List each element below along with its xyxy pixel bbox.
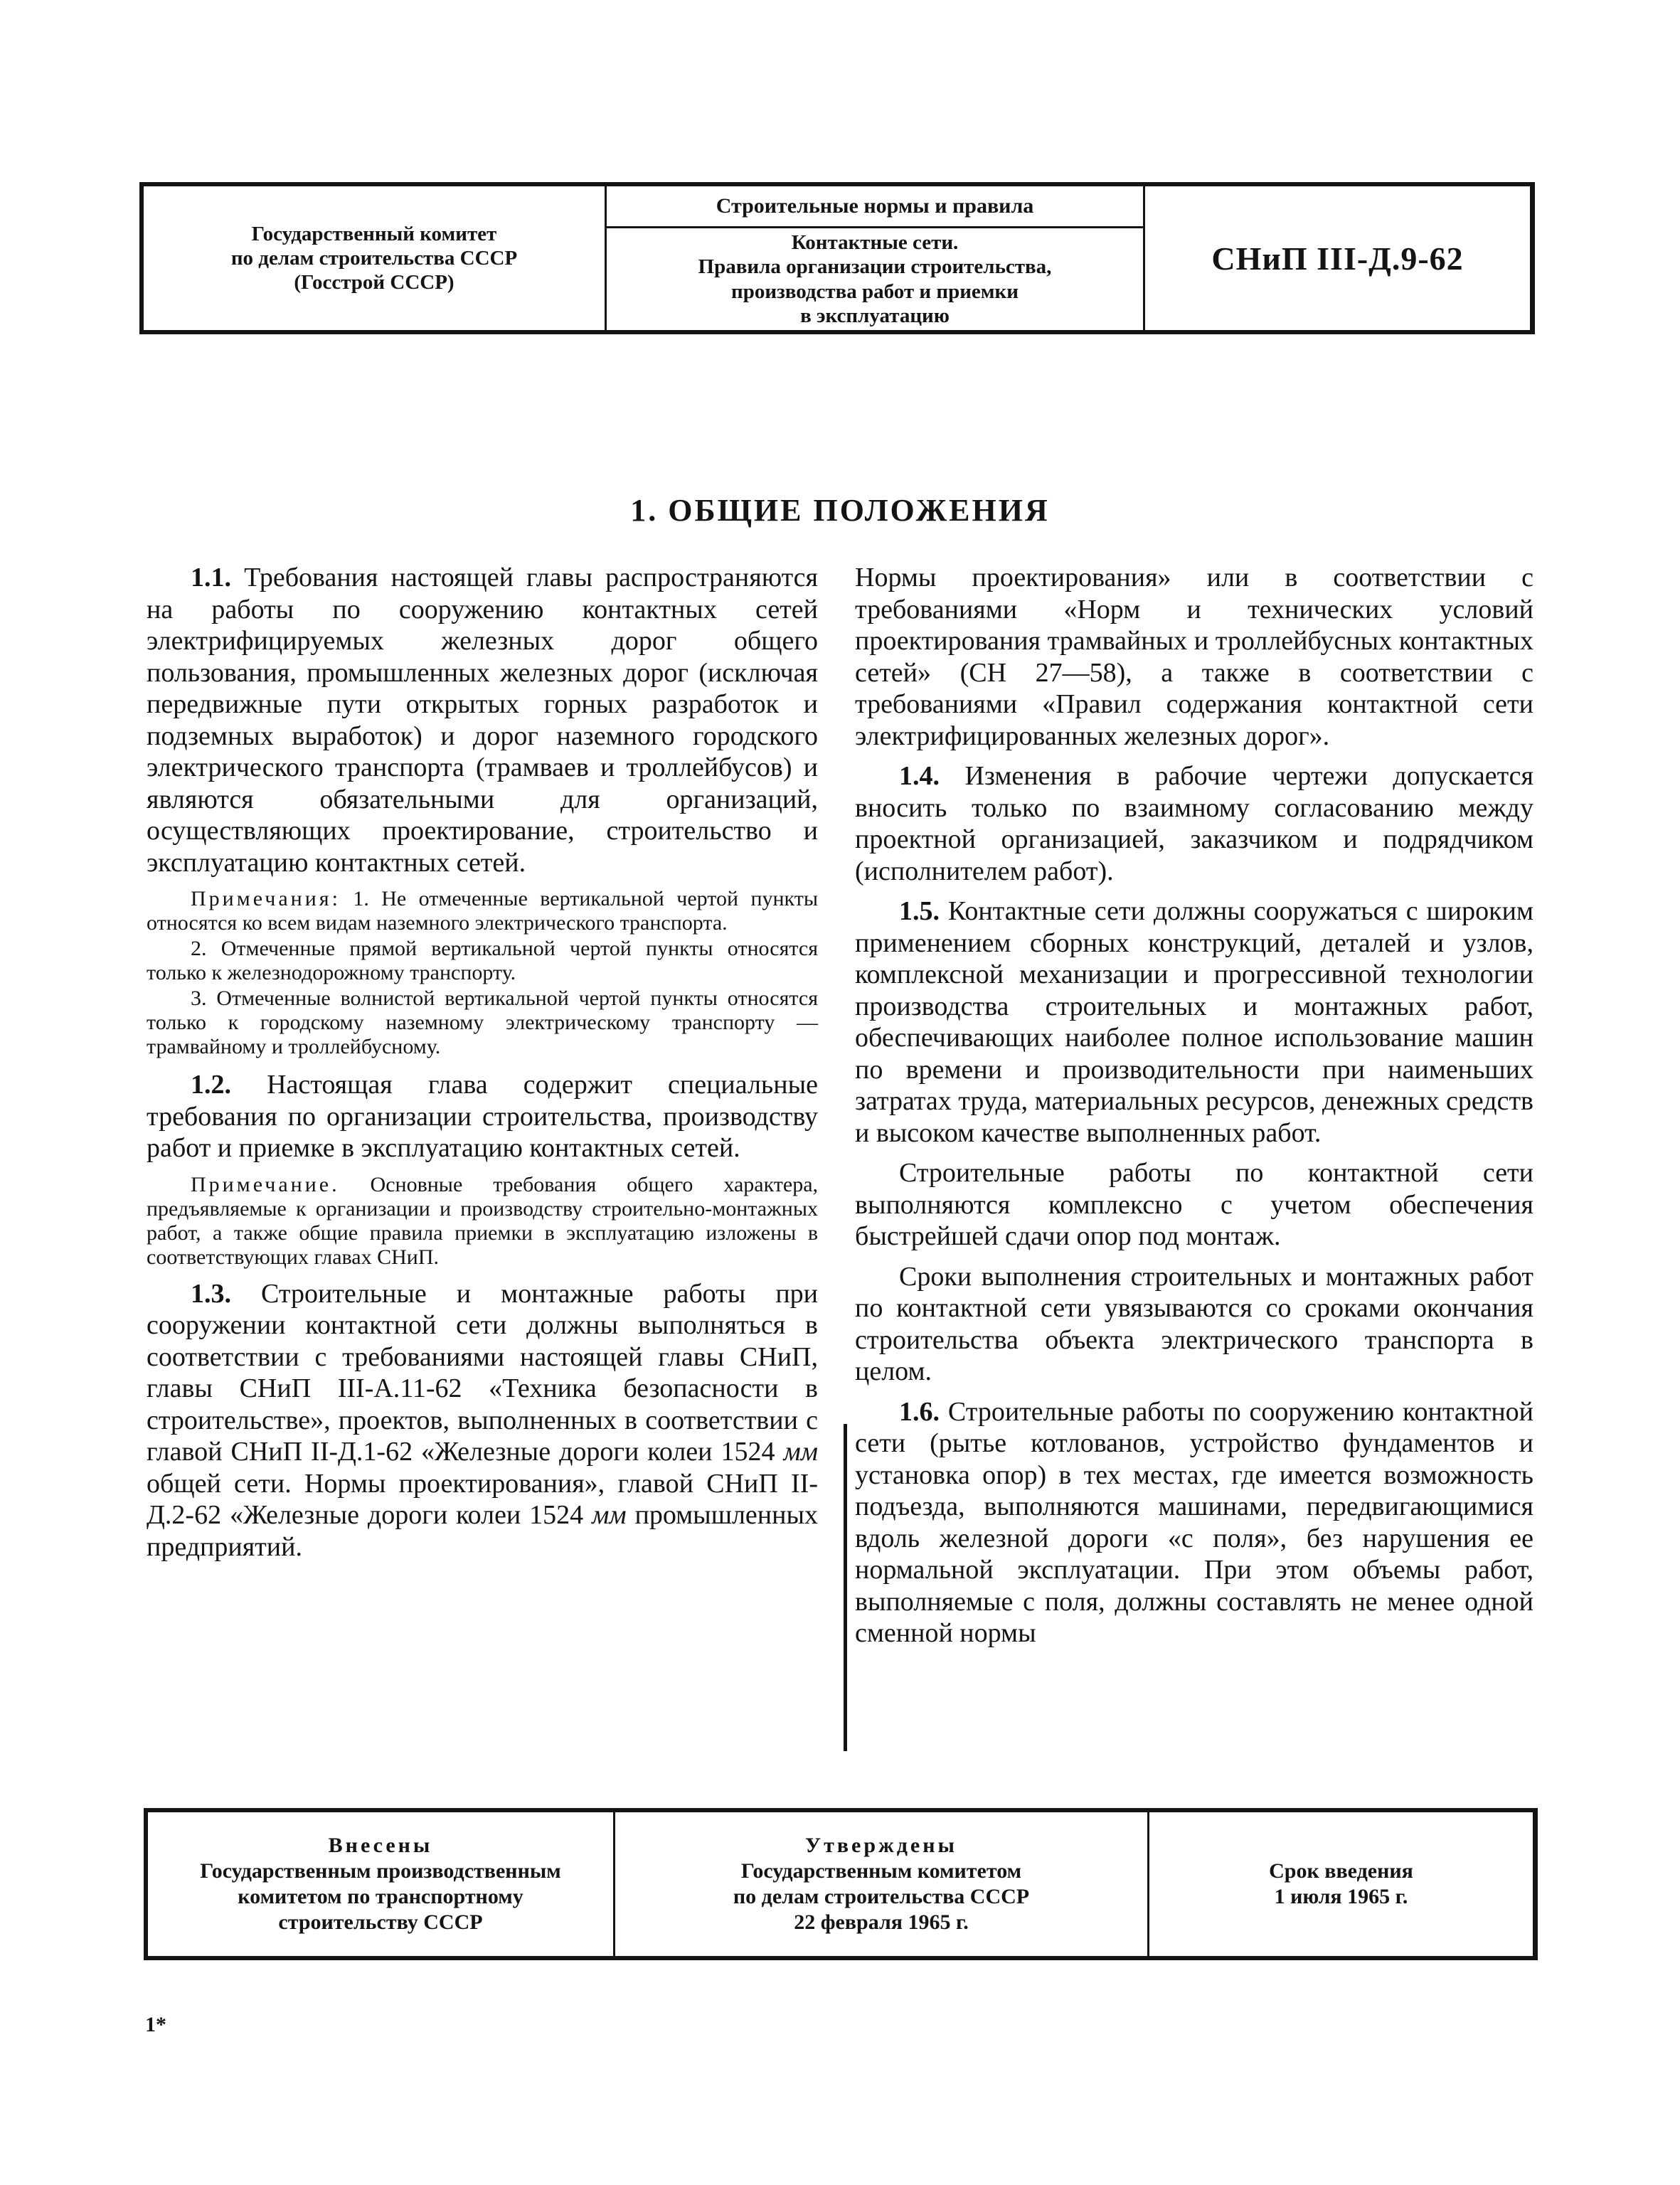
unit-label: мм (783, 1437, 818, 1467)
document-code: СНиП III-Д.9-62 (1211, 240, 1464, 277)
approval-date: 22 февраля 1965 г. (794, 1910, 969, 1934)
header-left-line: (Госстрой СССР) (294, 271, 454, 294)
paragraph-number: 1.3. (191, 1278, 231, 1309)
paragraph-text: Строительные работы по сооружению контактной сети (рытье котлованов, устройство фундаментов и установка опор) в тех местах, где имеется возможность подъезда, выполняются машинами, передвигающимися вдоль железной дороги «с поля», без нарушения ее нормальной эксплуатации. При этом объемы работ, выполняемые с поля, должны составлять не менее одной сменной нормы (855, 1396, 1534, 1648)
note-text: 1. Не отмеченные вертикальной чертой пункты относятся ко всем видам наземного электрического транспорта. (147, 887, 819, 935)
submitted-line: комитетом по транспортному (238, 1885, 523, 1908)
approved-line: Государственным комитетом (740, 1859, 1022, 1883)
paragraph-1-1 (147, 562, 818, 878)
paragraph-1-4 (855, 760, 1533, 887)
title-line: производства работ и приемки (731, 280, 1019, 303)
paragraph-text: Требования настоящей главы распространяются на работы по сооружению контактных сетей электрифицируемых железных дорог общего пользования, промышленных железных дорог (исключая передвижные пути открытых горных разработок и подземных выработок) и дорог наземного городского электрического транспорта (трамваев и троллейбусов) и являются обязательными для организаций, осуществляющих проектирование, строительство и эксплуатацию контактных сетей. (147, 563, 818, 878)
note-item: 3. Отмеченные волнистой вертикальной чертой пункты относятся только к городскому наземному электрическому транспорту — трамвайному и троллейбусному. (147, 987, 818, 1058)
note-item: 2. Отмеченные прямой вертикальной чертой пункты относятся только к железнодорожному транспорту. (147, 937, 818, 984)
paragraph-number: 1.2. (191, 1070, 231, 1100)
paragraph-1-3 (147, 1278, 818, 1563)
paragraph-1-6 (855, 1396, 1533, 1649)
paragraph-1-5 (855, 895, 1533, 1149)
paragraph-text: Контактные сети должны сооружаться с широким применением сборных конструкций, деталей и узлов, комплексной механизации и прогрессивной технологии производства строительных и монтажных работ, обеспечивающих наиболее полное использование машин по времени и производительности при наименьших затратах труда, материальных ресурсов, денежных средств и высоком качестве выполненных работ. (855, 896, 1533, 1148)
paragraph-text: Настоящая глава содержит специальные требования по организации строительства, производству работ и приемке в эксплуатацию контактных сетей. (147, 1070, 818, 1163)
section-title: 1. ОБЩИЕ ПОЛОЖЕНИЯ (630, 493, 1050, 528)
note-block (147, 1173, 818, 1270)
submitted-line: строительству СССР (278, 1910, 483, 1934)
header-left-line: Государственный комитет (251, 222, 497, 245)
title-line: Правила организации строительства, (698, 255, 1052, 279)
paragraph-number: 1.5. (899, 896, 940, 926)
header-left-line: по делам строительства СССР (230, 246, 518, 270)
issuing-authority (144, 186, 605, 330)
header-box (139, 182, 1535, 334)
note-label: Примечание. (191, 1172, 340, 1196)
document-title (607, 228, 1143, 330)
unit-label: мм (592, 1500, 627, 1530)
paragraph-number: 1.6. (899, 1396, 940, 1427)
approved-by (615, 1812, 1147, 1956)
title-line: Контактные сети. (791, 231, 959, 255)
paragraph-1-3-continued: Нормы проектирования» или в соответствии с требованиями «Норм и технических условий проектирования трамвайных и троллейбусных контактных сетей» (СН 27—58), а также в соответствии с требованиями «Правил содержания контактной сети электрифицированных железных дорог». (855, 563, 1533, 751)
left-column (147, 562, 818, 1571)
paragraph-number: 1.4. (899, 761, 940, 791)
right-column (855, 562, 1533, 1658)
submitted-label: Внесены (328, 1834, 433, 1857)
submitted-by (148, 1812, 613, 1956)
paragraph-text: Строительные и монтажные работы при сооружении контактной сети должны выполняться в соответствии с требованиями настоящей главы СНиП, главы СНиП III-А.11-62 «Техника безопасности в строительстве», проектов, выполненных в соответствии с главой СНиП II-Д.1-62 «Железные дороги колеи 1524 (147, 1278, 819, 1467)
footer-box (144, 1808, 1538, 1960)
approved-line: по делам строительства СССР (733, 1885, 1030, 1908)
effective-date (1149, 1812, 1533, 1956)
approved-label: Утверждены (805, 1834, 957, 1857)
paragraph-text: Изменения в рабочие чертежи допускается вносить только по взаимному согласованию между проектной организацией, заказчиком и подрядчиком (исполнителем работ). (855, 761, 1534, 886)
document-category: Строительные нормы и правила (607, 186, 1143, 228)
paragraph-number: 1.1. (191, 563, 231, 592)
note-text: Основные требования общего характера, предъявляемые к организации и производству строительно-монтажных работ, а также общие правила приемки в эксплуатацию изложены в соответствующих главах СНиП. (147, 1172, 819, 1269)
margin-marker-bar (844, 1424, 847, 1751)
paragraph-1-5-c: Сроки выполнения строительных и монтажных работ по контактной сети увязываются со сроками окончания строительства объекта электрического транспорта в целом. (855, 1261, 1533, 1386)
submitted-line: Государственным производственным (200, 1859, 561, 1883)
paragraph-text: промышленных предприятий. (147, 1500, 818, 1562)
paragraph-text: общей сети. Нормы проектирования», главой СНиП II-Д.2-62 «Железные дороги колеи 1524 (147, 1468, 818, 1530)
effective-label: Срок введения (1269, 1859, 1413, 1883)
notes-block (147, 887, 818, 935)
title-line: в эксплуатацию (800, 304, 950, 327)
paragraph-1-5-b: Строительные работы по контактной сети выполняются комплексно с учетом обеспечения быстрейшей сдачи опор под монтаж. (855, 1158, 1533, 1251)
notes-label: Примечания: (191, 887, 341, 910)
effective-value: 1 июля 1965 г. (1274, 1885, 1408, 1908)
page-signature-mark: 1* (145, 2013, 166, 2036)
paragraph-1-2 (147, 1069, 818, 1164)
